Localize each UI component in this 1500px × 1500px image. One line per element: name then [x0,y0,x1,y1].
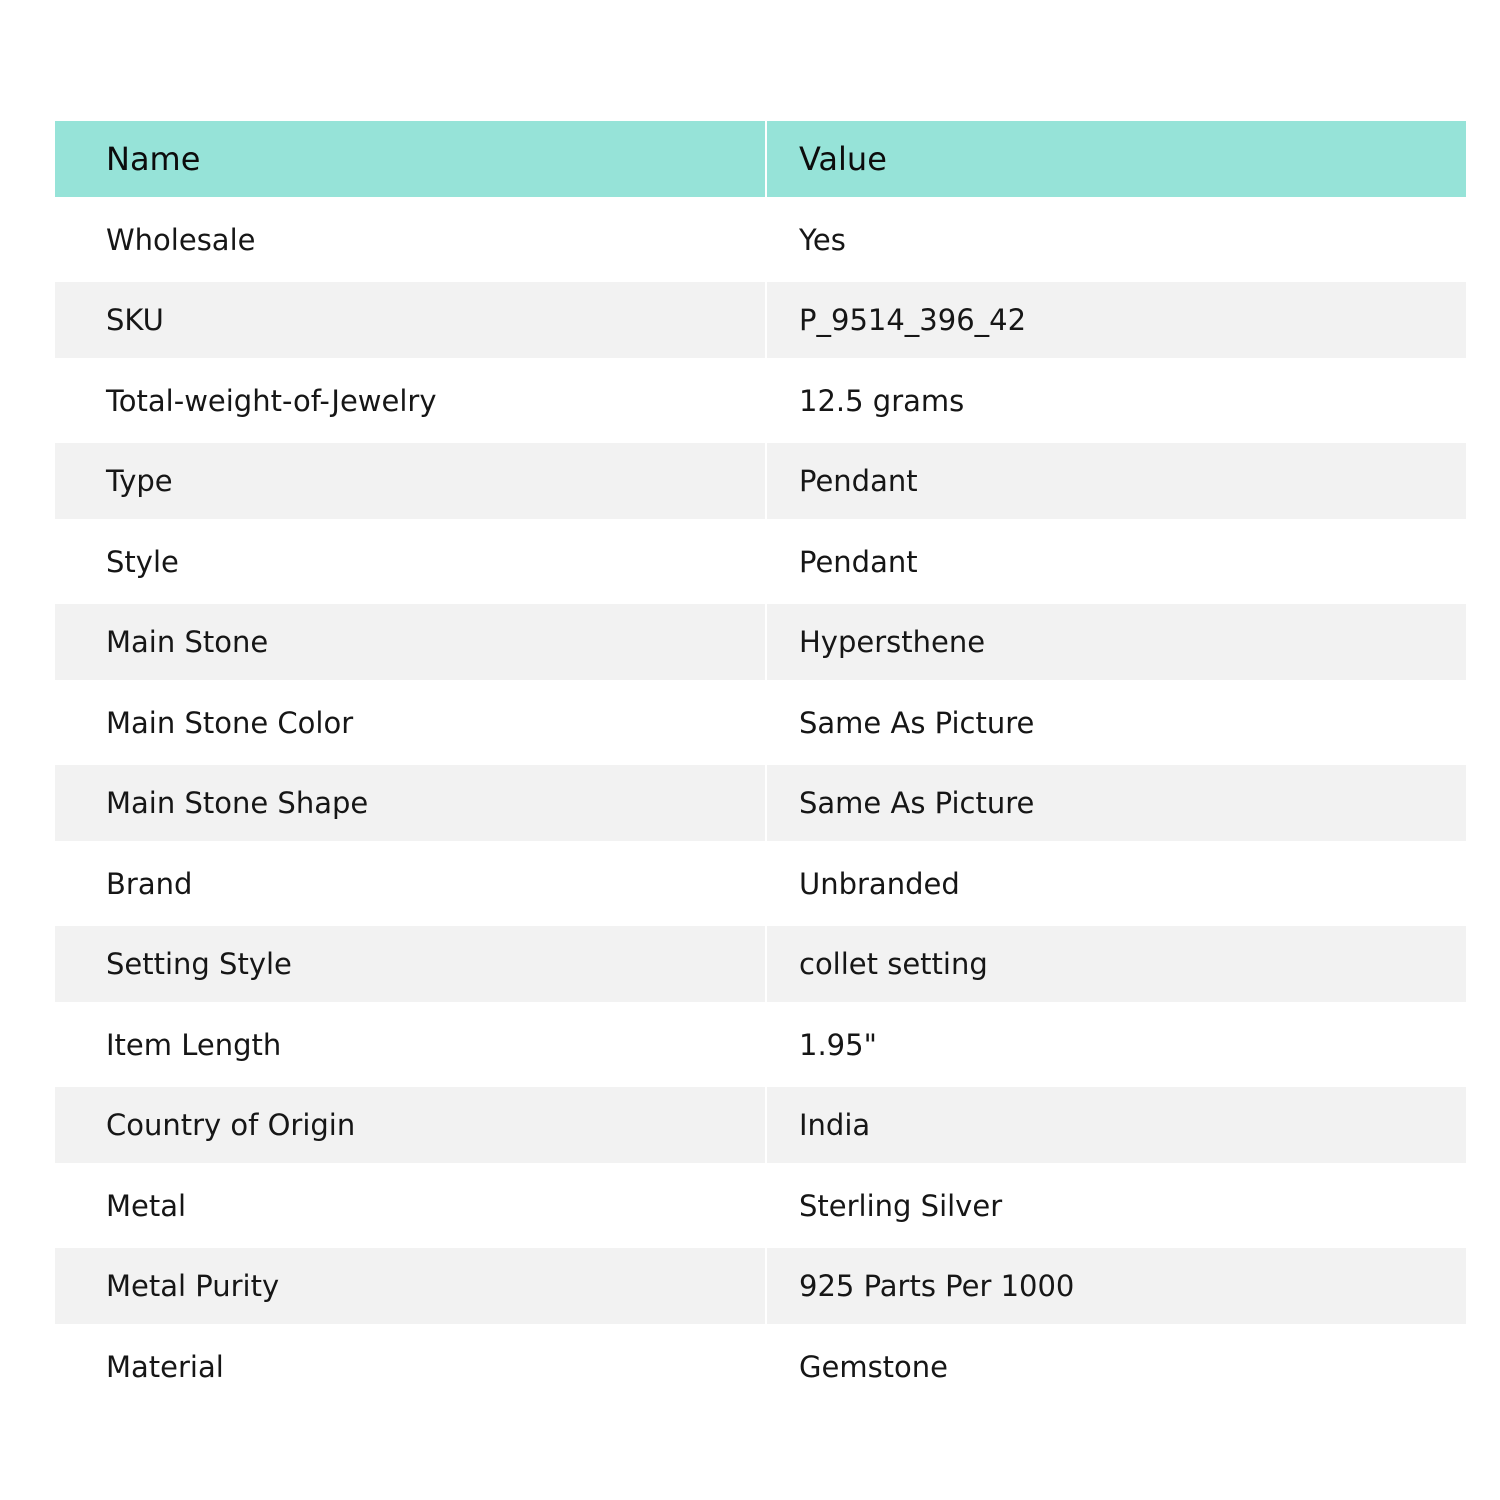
row-name-cell: Wholesale [55,197,766,282]
row-name-cell: Main Stone [55,604,766,680]
row-value-cell: Sterling Silver [766,1163,1466,1248]
row-value-cell: 12.5 grams [766,358,1466,443]
row-name-cell: Style [55,519,766,604]
row-name-cell: Type [55,443,766,519]
table-row [55,519,1466,604]
row-name-cell: Total-weight-of-Jewelry [55,358,766,443]
row-name-cell: Country of Origin [55,1087,766,1163]
row-name-cell: SKU [55,282,766,358]
row-name-cell: Material [55,1324,766,1409]
row-value-cell: 925 Parts Per 1000 [766,1248,1466,1324]
row-name-cell: Main Stone Shape [55,765,766,841]
table-body [55,197,1466,1409]
row-value-cell: Gemstone [766,1324,1466,1409]
table-row [55,1002,1466,1087]
table-row [55,358,1466,443]
table-row [55,1163,1466,1248]
row-value-cell: Same As Picture [766,765,1466,841]
table-header-row [55,121,1466,197]
row-value-cell: Pendant [766,519,1466,604]
table-row [55,197,1466,282]
row-name-cell: Metal Purity [55,1248,766,1324]
row-name-cell: Brand [55,841,766,926]
table-row [55,926,1466,1002]
row-value-cell: Pendant [766,443,1466,519]
table-row [55,1248,1466,1324]
column-header-value: Value [766,121,1466,197]
spec-table [55,121,1466,1409]
row-value-cell: India [766,1087,1466,1163]
column-header-name: Name [55,121,766,197]
table-row [55,1324,1466,1409]
row-value-cell: Hypersthene [766,604,1466,680]
row-value-cell: P_9514_396_42 [766,282,1466,358]
row-name-cell: Metal [55,1163,766,1248]
row-value-cell: Yes [766,197,1466,282]
table-row [55,443,1466,519]
row-value-cell: Same As Picture [766,680,1466,765]
table-row [55,765,1466,841]
spec-table-container [55,121,1466,1409]
table-row [55,282,1466,358]
row-value-cell: collet setting [766,926,1466,1002]
table-row [55,1087,1466,1163]
row-value-cell: Unbranded [766,841,1466,926]
row-name-cell: Setting Style [55,926,766,1002]
row-name-cell: Main Stone Color [55,680,766,765]
row-value-cell: 1.95" [766,1002,1466,1087]
row-name-cell: Item Length [55,1002,766,1087]
table-row [55,841,1466,926]
table-row [55,604,1466,680]
table-row [55,680,1466,765]
